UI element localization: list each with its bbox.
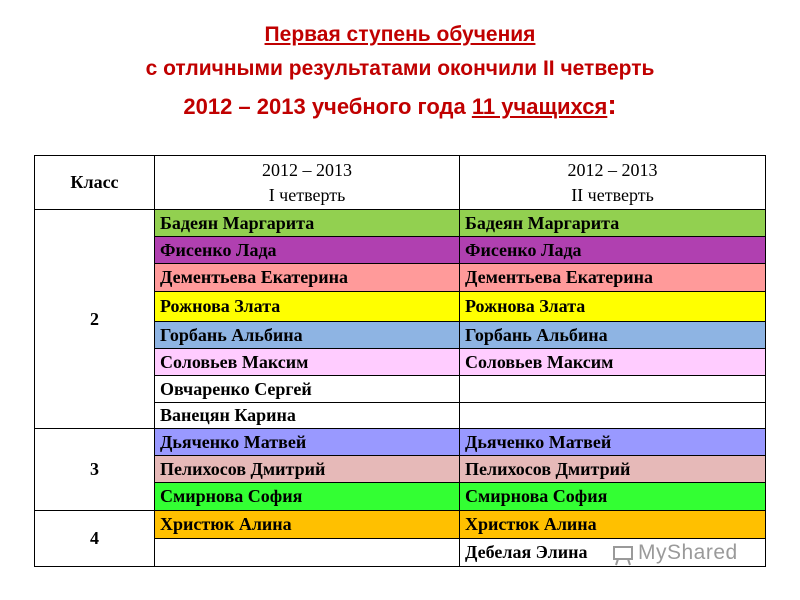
student-q2-cell bbox=[460, 403, 766, 429]
student-q1-cell: Соловьев Максим bbox=[155, 349, 460, 376]
watermark-text: MyShared bbox=[638, 541, 738, 564]
student-q2-cell: Пелихосов Дмитрий bbox=[460, 456, 766, 483]
table-body bbox=[35, 210, 766, 567]
table-row bbox=[35, 210, 766, 237]
title-colon: : bbox=[607, 89, 617, 120]
student-q2-cell: Бадеян Маргарита bbox=[460, 210, 766, 237]
student-q2-cell bbox=[460, 376, 766, 403]
header-q1-label: I четверть bbox=[268, 184, 346, 205]
table-header-row bbox=[35, 156, 766, 210]
student-q1-cell: Фисенко Лада bbox=[155, 237, 460, 264]
student-q1-cell: Смирнова София bbox=[155, 483, 460, 511]
class-cell: 2 bbox=[35, 210, 155, 429]
class-cell: 3 bbox=[35, 429, 155, 511]
watermark bbox=[612, 541, 738, 565]
student-q1-cell: Ванецян Карина bbox=[155, 403, 460, 429]
title-line-1 bbox=[0, 20, 800, 50]
student-q2-cell: Дьяченко Матвей bbox=[460, 429, 766, 456]
title-line-3 bbox=[0, 90, 800, 122]
student-q1-cell: Горбань Альбина bbox=[155, 322, 460, 349]
header-class: Класс bbox=[35, 156, 155, 210]
student-q2-cell: Смирнова София bbox=[460, 483, 766, 511]
honor-students-table bbox=[34, 155, 766, 567]
student-q1-cell bbox=[155, 539, 460, 567]
table-row bbox=[35, 511, 766, 539]
student-q2-cell: Дебелая Элина bbox=[460, 539, 766, 567]
student-q1-cell: Христюк Алина bbox=[155, 511, 460, 539]
title-line-1-text: Первая ступень обучения bbox=[264, 23, 536, 46]
student-q2-cell: Дементьева Екатерина bbox=[460, 264, 766, 292]
title-line-3-prefix: 2012 – 2013 учебного года bbox=[183, 94, 472, 119]
header-quarter-2 bbox=[460, 156, 766, 210]
student-q1-cell: Бадеян Маргарита bbox=[155, 210, 460, 237]
student-count: 11 учащихся bbox=[471, 94, 608, 119]
student-q1-cell: Овчаренко Сергей bbox=[155, 376, 460, 403]
title-line-2: с отличными результатами окончили II четверть bbox=[145, 57, 655, 80]
student-q1-cell: Рожнова Злата bbox=[155, 292, 460, 322]
header-q2-label: II четверть bbox=[571, 184, 654, 205]
student-q1-cell: Пелихосов Дмитрий bbox=[155, 456, 460, 483]
table-row bbox=[35, 429, 766, 456]
student-q2-cell: Рожнова Злата bbox=[460, 292, 766, 322]
student-q2-cell: Фисенко Лада bbox=[460, 237, 766, 264]
student-q2-cell: Горбань Альбина bbox=[460, 322, 766, 349]
student-q2-cell: Христюк Алина bbox=[460, 511, 766, 539]
header-q2-year: 2012 – 2013 bbox=[567, 159, 658, 180]
class-cell: 4 bbox=[35, 511, 155, 567]
student-q1-cell: Дементьева Екатерина bbox=[155, 264, 460, 292]
student-q2-cell: Соловьев Максим bbox=[460, 349, 766, 376]
header-quarter-1 bbox=[155, 156, 460, 210]
header-q1-year: 2012 – 2013 bbox=[262, 159, 352, 180]
student-q1-cell: Дьяченко Матвей bbox=[155, 429, 460, 456]
